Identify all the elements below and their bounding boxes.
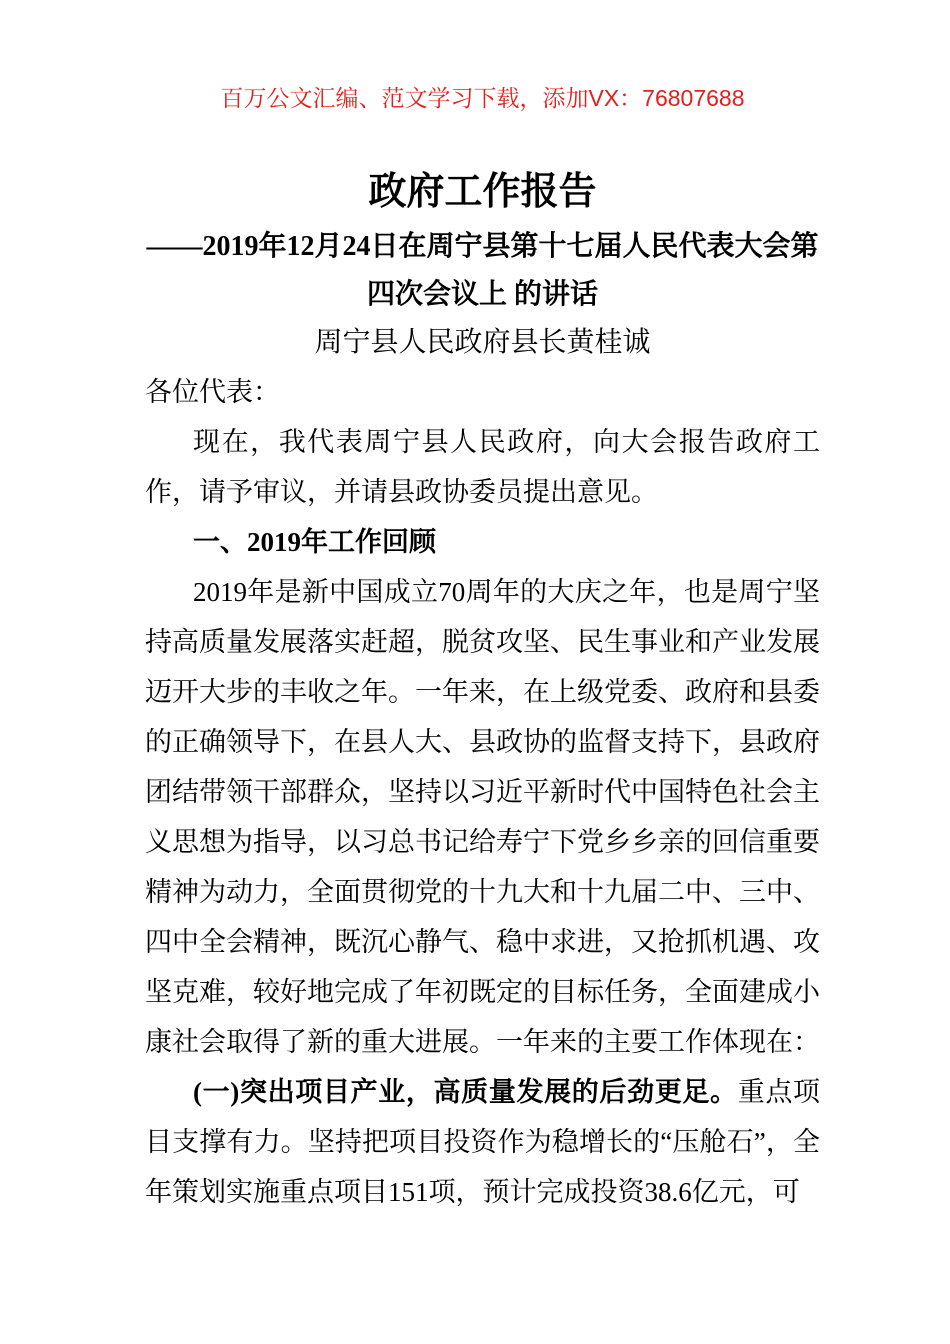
salutation: 各位代表： xyxy=(145,377,280,407)
subsection-1-body-text: 重点项目支撑有力。坚持把项目投资作为稳增长的“压舱石”，全年策划实施重点项目151项，预计完成投资38.6亿元，可 xyxy=(145,1077,821,1207)
section-heading-2019-review: 一、2019年工作回顾 xyxy=(193,527,436,557)
paragraph-opening: 现在，我代表周宁县人民政府，向大会报告政府工作，请予审议，并请县政协委员提出意见。 xyxy=(145,427,820,507)
document-body xyxy=(145,367,820,1217)
document-title: 政府工作报告 xyxy=(368,171,597,213)
subsection-1-lead-text: (一)突出项目产业，高质量发展的后劲更足。 xyxy=(193,1077,738,1107)
paragraph-2019-review: 2019年是新中国成立70周年的大庆之年，也是周宁坚持高质量发展落实赶超，脱贫攻坚、民生事业和产业发展迈开大步的丰收之年。一年来，在上级党委、政府和县委的正确领导下，在县人大、县政协的监督支持下，县政府团结带领干部群众，坚持以习近平新时代中国特色社会主义思想为指导，以习总书记给寿宁下党乡乡亲的回信重要精神为动力，全面贯彻党的十九大和十九届二中、三中、四中全会精神，既沉心静气、稳中求进，又抢抓机遇、攻坚克难，较好地完成了年初既定的目标任务，全面建成小康社会取得了新的重大进展。一年来的主要工作体现在： xyxy=(145,577,820,1057)
document-subtitle-line1: ——2019年12月24日在周宁县第十七届人民代表大会第 xyxy=(146,231,819,262)
author-line: 周宁县人民政府县长黄桂诚 xyxy=(314,327,651,358)
paragraph-subsection-1 xyxy=(145,1067,820,1217)
promo-notice: 百万公文汇编、范文学习下载，添加VX：76807688 xyxy=(220,85,745,111)
document-subtitle-line2: 四次会议上 的讲话 xyxy=(366,279,598,310)
